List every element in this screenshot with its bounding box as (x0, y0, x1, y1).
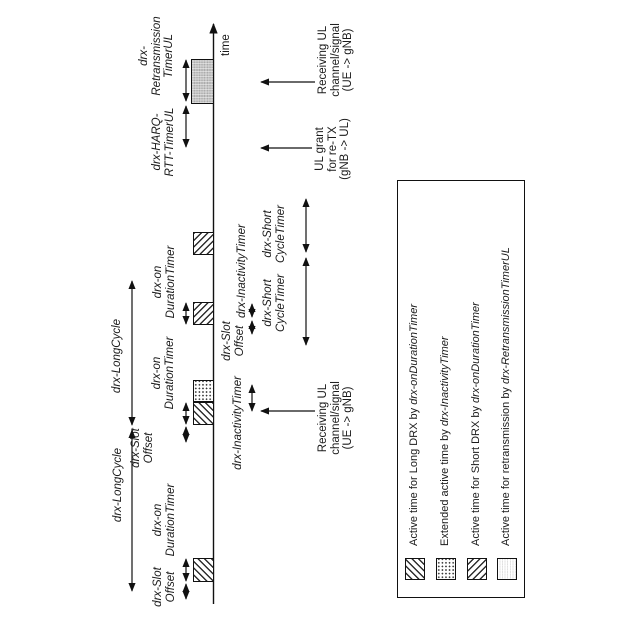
slot-offset-short-label: drx-Slot Offset (221, 321, 246, 361)
legend-text-prefix: Extended active time by (439, 426, 451, 546)
receiving-ul-2-annotation: Receiving UL channel/signal (UE -> gNB) (317, 23, 354, 97)
slot-offset-1-label: drx-Slot Offset (152, 567, 177, 607)
inactivity-timer-2-label: drx-InactivityTimer (236, 224, 248, 318)
legend-text-term: drx-RetransmissionTimerUL (500, 247, 512, 384)
legend-row-retransmission (497, 181, 519, 597)
short-cycle-timer-1-label: drx-Short CycleTimer (262, 273, 287, 333)
short-drx-on-duration-box-2 (193, 232, 214, 255)
long-drx-on-duration-box-1 (193, 558, 214, 582)
retransmission-active-box (191, 59, 214, 104)
receiving-ul-1-annotation: Receiving UL channel/signal (UE -> gNB) (317, 381, 354, 455)
legend-text-term: drx-InactivityTimer (439, 336, 451, 427)
long-cycle-2-label: drx-LongCycle (111, 318, 123, 394)
short-drx-on-duration-box-1 (193, 302, 214, 325)
dotted-extended-icon (436, 558, 456, 580)
legend-row-short-drx (467, 181, 489, 597)
legend-text-term: drx-onDurationTimer (470, 302, 482, 403)
retransmission-timer-label: drx- Retransmission TimerUL (138, 16, 175, 96)
long-drx-on-duration-box-2 (193, 402, 214, 425)
on-duration-1-label: drx-on DurationTimer (152, 483, 177, 557)
extended-active-time-box (193, 380, 214, 402)
hatch-long-drx-icon (405, 558, 425, 580)
legend-text-term: drx-onDurationTimer (408, 303, 420, 405)
harq-rtt-timer-label: drx-HARQ- RTT-TimerUL (151, 107, 176, 177)
inactivity-timer-1-label: drx-InactivityTimer (232, 376, 244, 470)
legend-box (397, 180, 525, 598)
on-duration-short-label: drx-on DurationTimer (152, 245, 177, 319)
legend-text-prefix: Active time for Short DRX by (470, 402, 482, 546)
gray-retransmission-icon (497, 558, 517, 580)
time-axis-label: time (220, 34, 232, 56)
hatch-short-drx-icon (467, 558, 487, 580)
legend-text-prefix: Active time for retransmission by (500, 384, 512, 546)
legend-row-long-drx (405, 181, 427, 597)
short-cycle-timer-2-label: drx-Short CycleTimer (262, 204, 287, 264)
on-duration-2-label: drx-on DurationTimer (151, 336, 176, 410)
legend-row-extended (436, 181, 458, 597)
long-cycle-1-label: drx-LongCycle (112, 447, 124, 523)
slot-offset-2-label: drx-Slot Offset (130, 428, 155, 468)
legend-text-prefix: Active time for Long DRX by (408, 404, 420, 546)
ul-grant-annotation: UL grant for re-TX (gNB -> UL) (314, 118, 351, 180)
